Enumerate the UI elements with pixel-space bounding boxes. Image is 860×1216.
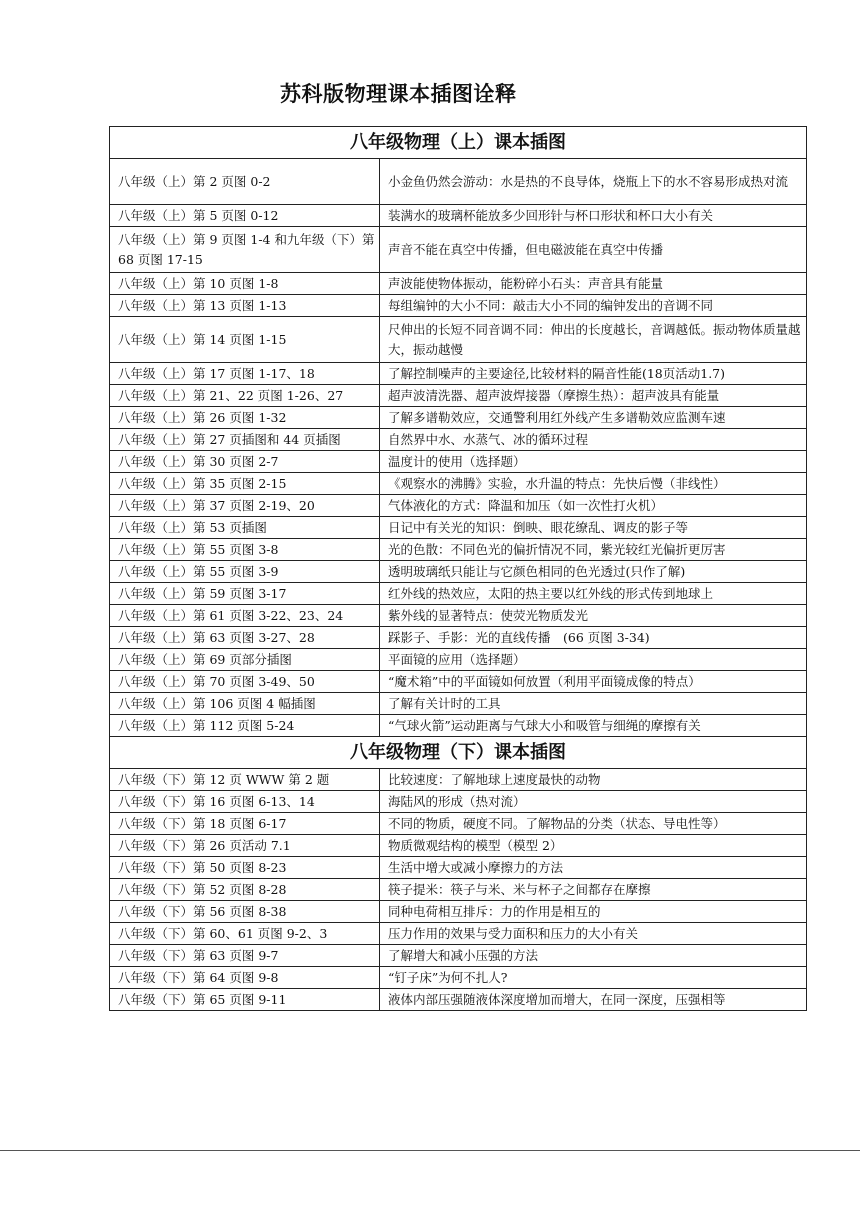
- illustration-reference-cell: 八年级（下）第 63 页图 9-7: [110, 945, 380, 967]
- table-row: [110, 295, 807, 317]
- illustration-reference-cell: 八年级（上）第 2 页图 0-2: [110, 159, 380, 205]
- table-row: [110, 605, 807, 627]
- illustration-reference-cell: 八年级（上）第 112 页图 5-24: [110, 715, 380, 737]
- illustration-description-cell: 了解有关计时的工具: [380, 693, 807, 715]
- illustration-description-cell: 超声波清洗器、超声波焊接器（摩擦生热）：超声波具有能量: [380, 385, 807, 407]
- illustration-description-cell: 日记中有关光的知识：倒映、眼花缭乱、调皮的影子等: [380, 517, 807, 539]
- table-row: [110, 473, 807, 495]
- illustration-reference-cell: 八年级（上）第 59 页图 3-17: [110, 583, 380, 605]
- illustration-description-cell: 声波能使物体振动，能粉碎小石头：声音具有能量: [380, 273, 807, 295]
- table-row: [110, 879, 807, 901]
- table-row: [110, 649, 807, 671]
- illustration-description-cell: 装满水的玻璃杯能放多少回形针与杯口形状和杯口大小有关: [380, 205, 807, 227]
- illustration-reference-cell: 八年级（上）第 53 页插图: [110, 517, 380, 539]
- section-header-row: [110, 127, 807, 159]
- table-row: [110, 901, 807, 923]
- illustration-description-cell: 小金鱼仍然会游动：水是热的不良导体，烧瓶上下的水不容易形成热对流: [380, 159, 807, 205]
- illustration-description-cell: 液体内部压强随液体深度增加而增大，在同一深度，压强相等: [380, 989, 807, 1011]
- table-row: [110, 159, 807, 205]
- illustration-description-cell: 物质微观结构的模型（模型 2）: [380, 835, 807, 857]
- illustration-reference-cell: 八年级（下）第 52 页图 8-28: [110, 879, 380, 901]
- illustration-description-cell: 《观察水的沸腾》实验，水升温的特点：先快后慢（非线性）: [380, 473, 807, 495]
- illustration-table: [109, 126, 807, 1011]
- illustration-description-cell: 海陆风的形成（热对流）: [380, 791, 807, 813]
- table-row: [110, 945, 807, 967]
- illustration-reference-cell: 八年级（上）第 13 页图 1-13: [110, 295, 380, 317]
- table-row: [110, 539, 807, 561]
- table-row: [110, 791, 807, 813]
- illustration-reference-cell: 八年级（上）第 37 页图 2-19、20: [110, 495, 380, 517]
- illustration-reference-cell: 八年级（下）第 64 页图 9-8: [110, 967, 380, 989]
- table-row: [110, 407, 807, 429]
- table-row: [110, 517, 807, 539]
- illustration-description-cell: 声音不能在真空中传播，但电磁波能在真空中传播: [380, 227, 807, 273]
- illustration-description-cell: 气体液化的方式：降温和加压（如一次性打火机）: [380, 495, 807, 517]
- illustration-description-cell: 同种电荷相互排斥：力的作用是相互的: [380, 901, 807, 923]
- illustration-reference-cell: 八年级（上）第 9 页图 1-4 和九年级（下）第 68 页图 17-15: [110, 227, 380, 273]
- illustration-description-cell: 温度计的使用（选择题）: [380, 451, 807, 473]
- illustration-reference-cell: 八年级（上）第 21、22 页图 1-26、27: [110, 385, 380, 407]
- table-row: [110, 715, 807, 737]
- section-heading: 八年级物理（下）课本插图: [110, 737, 807, 769]
- illustration-reference-cell: 八年级（下）第 18 页图 6-17: [110, 813, 380, 835]
- illustration-reference-cell: 八年级（下）第 12 页 WWW 第 2 题: [110, 769, 380, 791]
- table-row: [110, 693, 807, 715]
- illustration-reference-cell: 八年级（上）第 35 页图 2-15: [110, 473, 380, 495]
- illustration-table-body: [110, 127, 807, 1011]
- table-row: [110, 923, 807, 945]
- illustration-description-cell: 比较速度：了解地球上速度最快的动物: [380, 769, 807, 791]
- illustration-reference-cell: 八年级（上）第 63 页图 3-27、28: [110, 627, 380, 649]
- illustration-description-cell: 紫外线的显著特点：使荧光物质发光: [380, 605, 807, 627]
- illustration-description-cell: 压力作用的效果与受力面积和压力的大小有关: [380, 923, 807, 945]
- table-row: [110, 967, 807, 989]
- illustration-reference-cell: 八年级（上）第 69 页部分插图: [110, 649, 380, 671]
- table-row: [110, 227, 807, 273]
- illustration-reference-cell: 八年级（上）第 26 页图 1-32: [110, 407, 380, 429]
- table-row: [110, 495, 807, 517]
- illustration-reference-cell: 八年级（上）第 17 页图 1-17、18: [110, 363, 380, 385]
- table-row: [110, 835, 807, 857]
- table-row: [110, 273, 807, 295]
- illustration-reference-cell: 八年级（下）第 56 页图 8-38: [110, 901, 380, 923]
- illustration-reference-cell: 八年级（下）第 16 页图 6-13、14: [110, 791, 380, 813]
- table-row: [110, 451, 807, 473]
- document-title: 苏科版物理课本插图诠释: [280, 82, 517, 106]
- illustration-description-cell: “魔术箱”中的平面镜如何放置（利用平面镜成像的特点）: [380, 671, 807, 693]
- section-header-row: [110, 737, 807, 769]
- illustration-reference-cell: 八年级（上）第 30 页图 2-7: [110, 451, 380, 473]
- illustration-description-cell: 生活中增大或减小摩擦力的方法: [380, 857, 807, 879]
- table-row: [110, 989, 807, 1011]
- illustration-reference-cell: 八年级（上）第 27 页插图和 44 页插图: [110, 429, 380, 451]
- illustration-reference-cell: 八年级（上）第 106 页图 4 幅插图: [110, 693, 380, 715]
- table-row: [110, 857, 807, 879]
- illustration-reference-cell: 八年级（上）第 70 页图 3-49、50: [110, 671, 380, 693]
- table-row: [110, 813, 807, 835]
- table-row: [110, 363, 807, 385]
- illustration-reference-cell: 八年级（上）第 55 页图 3-8: [110, 539, 380, 561]
- illustration-description-cell: 尺伸出的长短不同音调不同：伸出的长度越长，音调越低。振动物体质量越大，振动越慢: [380, 317, 807, 363]
- illustration-description-cell: “钉子床”为何不扎人?: [380, 967, 807, 989]
- illustration-reference-cell: 八年级（上）第 5 页图 0-12: [110, 205, 380, 227]
- table-row: [110, 769, 807, 791]
- illustration-reference-cell: 八年级（下）第 60、61 页图 9-2、3: [110, 923, 380, 945]
- table-row: [110, 671, 807, 693]
- illustration-description-cell: 每组编钟的大小不同：敲击大小不同的编钟发出的音调不同: [380, 295, 807, 317]
- illustration-reference-cell: 八年级（上）第 55 页图 3-9: [110, 561, 380, 583]
- illustration-reference-cell: 八年级（下）第 50 页图 8-23: [110, 857, 380, 879]
- table-row: [110, 627, 807, 649]
- table-row: [110, 205, 807, 227]
- illustration-description-cell: 了解控制噪声的主要途径,比较材料的隔音性能(18页活动1.7): [380, 363, 807, 385]
- illustration-description-cell: 平面镜的应用（选择题）: [380, 649, 807, 671]
- illustration-description-cell: 红外线的热效应，太阳的热主要以红外线的形式传到地球上: [380, 583, 807, 605]
- illustration-reference-cell: 八年级（下）第 65 页图 9-11: [110, 989, 380, 1011]
- table-row: [110, 561, 807, 583]
- illustration-description-cell: 了解多谱勒效应，交通警利用红外线产生多谱勒效应监测车速: [380, 407, 807, 429]
- table-row: [110, 317, 807, 363]
- table-row: [110, 429, 807, 451]
- illustration-description-cell: 筷子提米：筷子与米、米与杯子之间都存在摩擦: [380, 879, 807, 901]
- illustration-reference-cell: 八年级（下）第 26 页活动 7.1: [110, 835, 380, 857]
- illustration-reference-cell: 八年级（上）第 10 页图 1-8: [110, 273, 380, 295]
- section-heading: 八年级物理（上）课本插图: [110, 127, 807, 159]
- table-row: [110, 583, 807, 605]
- illustration-description-cell: 透明玻璃纸只能让与它颜色相同的色光透过(只作了解): [380, 561, 807, 583]
- illustration-description-cell: 踩影子、手影：光的直线传播 (66 页图 3-34): [380, 627, 807, 649]
- illustration-reference-cell: 八年级（上）第 61 页图 3-22、23、24: [110, 605, 380, 627]
- illustration-description-cell: 光的色散：不同色光的偏折情况不同，紫光较红光偏折更厉害: [380, 539, 807, 561]
- illustration-description-cell: “气球火箭”运动距离与气球大小和吸管与细绳的摩擦有关: [380, 715, 807, 737]
- illustration-description-cell: 了解增大和减小压强的方法: [380, 945, 807, 967]
- illustration-description-cell: 不同的物质，硬度不同。了解物品的分类（状态、导电性等）: [380, 813, 807, 835]
- table-row: [110, 385, 807, 407]
- illustration-table-container: [109, 126, 806, 1011]
- illustration-description-cell: 自然界中水、水蒸气、冰的循环过程: [380, 429, 807, 451]
- footer-divider: [0, 1150, 860, 1151]
- illustration-reference-cell: 八年级（上）第 14 页图 1-15: [110, 317, 380, 363]
